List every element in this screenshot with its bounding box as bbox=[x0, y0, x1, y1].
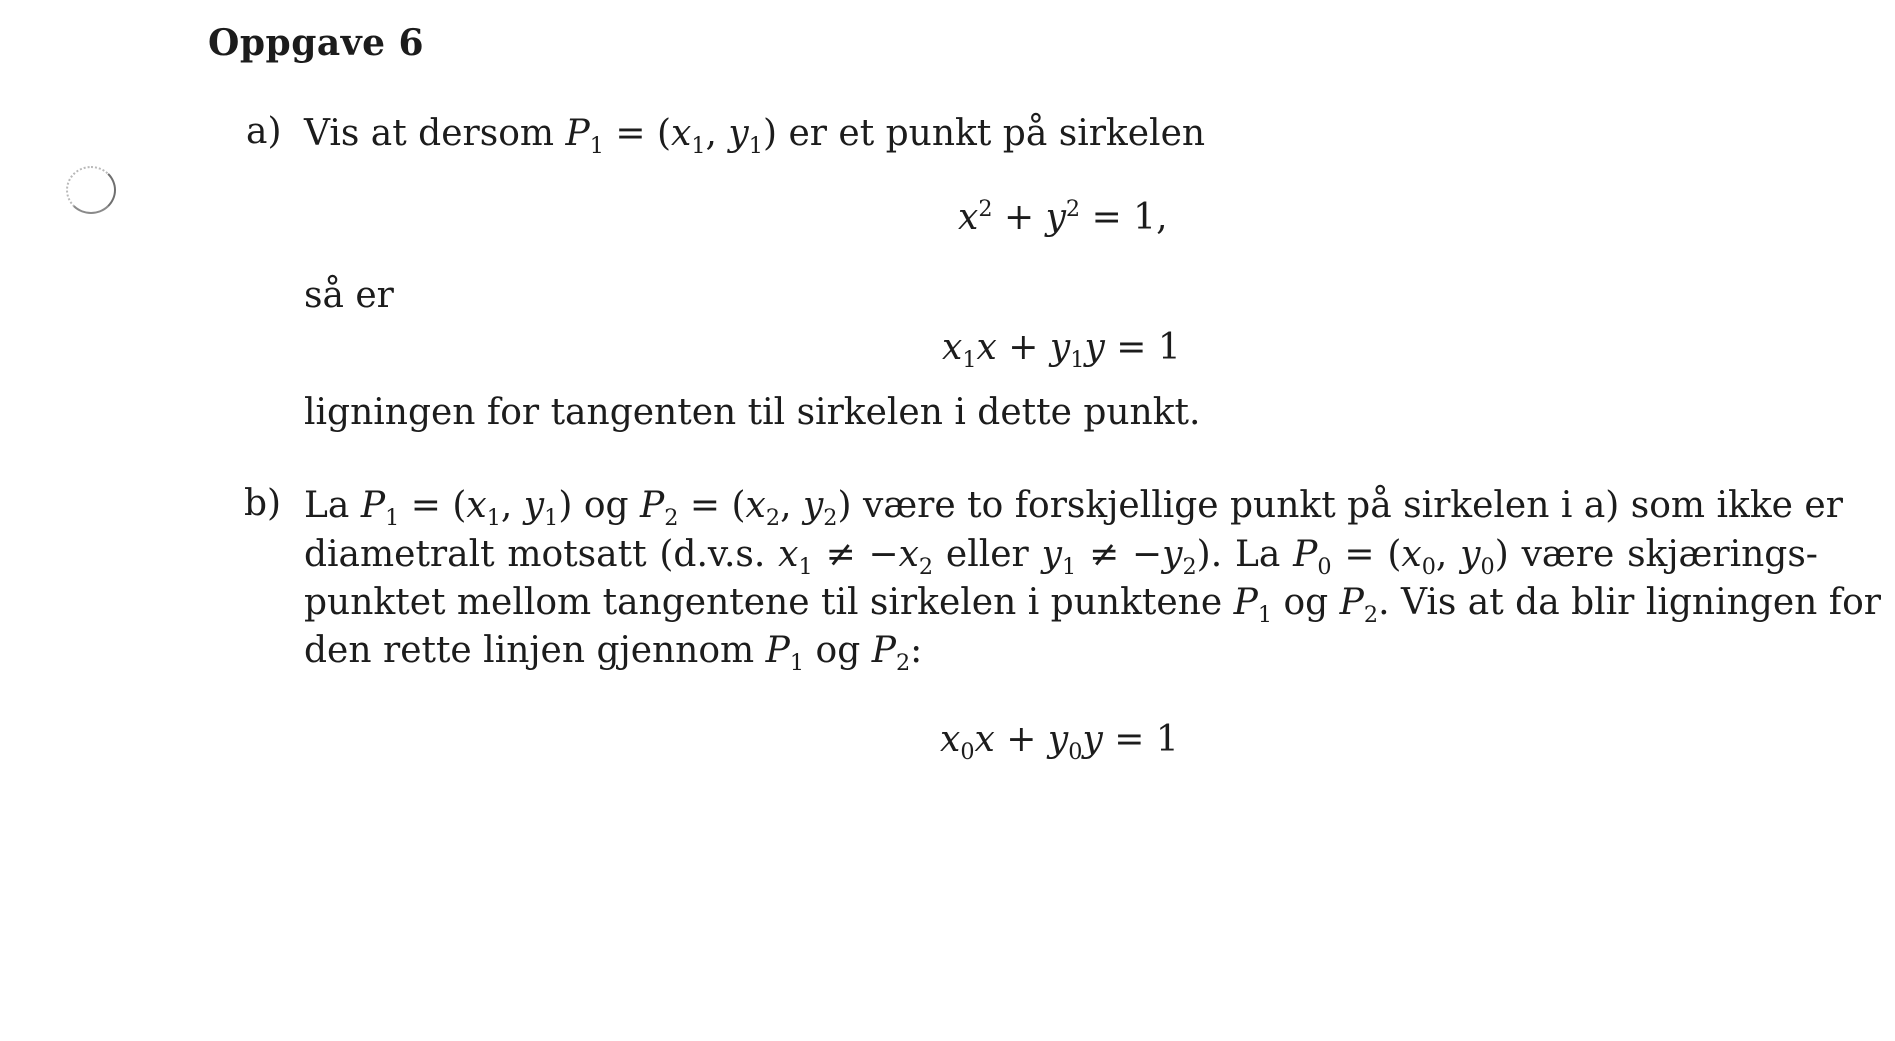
chord-equation: $x_0x + y_0y = 1$ bbox=[940, 719, 1179, 766]
punch-hole-mark bbox=[66, 166, 116, 214]
part-b-line-3: punktet mellom tangentene til sirkelen i punktene $P_1$ og $P_2$. Vis at da blir ligningen for bbox=[304, 582, 1881, 629]
part-a-intro-after: er et punkt på sirkelen bbox=[788, 113, 1206, 154]
part-b-colon: : bbox=[910, 630, 923, 671]
part-b-line1-rest: være to forskjellige punkt på sirkelen i a) som ikke er bbox=[863, 485, 1843, 526]
part-b-og-3: og bbox=[815, 630, 861, 671]
part-b-line2-start: diametralt motsatt (d.v.s. bbox=[304, 534, 766, 575]
part-b-line3-rest: . Vis at da blir ligningen for bbox=[1378, 582, 1881, 623]
part-a-label: a) bbox=[246, 111, 282, 152]
exercise-title: Oppgave 6 bbox=[208, 22, 425, 64]
part-b-la: La bbox=[304, 485, 350, 526]
part-b-line3-start: punktet mellom tangentene til sirkelen i punktene bbox=[304, 582, 1223, 623]
part-a-intro-line: Vis at dersom $P_1 = (x_1$, $y_1$) er et punkt på sirkelen bbox=[304, 113, 1206, 160]
part-b-line-1: La $P_1 = (x_1$, $y_1$) og $P_2 = (x_2$, $y_2$) være to forskjellige punkt på sirkelen i a) som ikke er bbox=[304, 485, 1843, 532]
part-b-line2-rest: være skjærings- bbox=[1521, 534, 1818, 575]
circle-equation: $x^2 + y^2 = 1$, bbox=[958, 196, 1168, 238]
part-b-eller: eller bbox=[945, 534, 1029, 575]
part-a-so-text: så er bbox=[304, 275, 394, 316]
part-b-line-2: diametralt motsatt (d.v.s. $x_1 \ne -x_2$ eller $y_1 \ne -y_2$). La $P_0 = (x_0$, $y_0$) være skjærings- bbox=[304, 534, 1818, 581]
part-b-line4-start: den rette linjen gjennom bbox=[304, 630, 755, 671]
part-b-label: b) bbox=[244, 483, 282, 524]
part-b-la-2: . La bbox=[1210, 534, 1281, 575]
part-b-og-2: og bbox=[1283, 582, 1329, 623]
part-b-og-1: og bbox=[583, 485, 629, 526]
part-a-intro-text: Vis at dersom bbox=[304, 113, 555, 154]
tangent-equation: $x_1x + y_1y = 1$ bbox=[942, 327, 1181, 374]
part-b-line-4: den rette linjen gjennom $P_1$ og $P_2$: bbox=[304, 630, 923, 677]
part-a-conclusion: ligningen for tangenten til sirkelen i dette punkt. bbox=[304, 392, 1201, 433]
